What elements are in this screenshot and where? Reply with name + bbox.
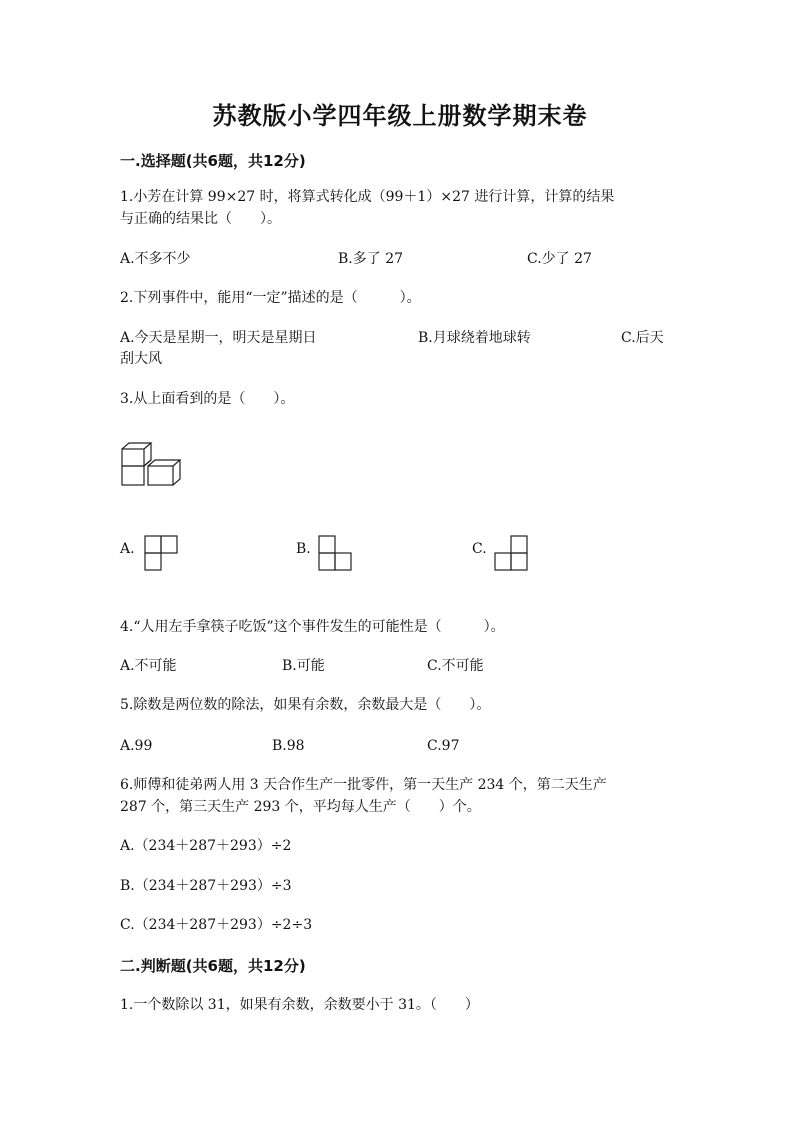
question-6-option-c: C.（234＋287＋293）÷2÷3 — [120, 917, 313, 933]
question-1-option-c: C.少了 27 — [527, 251, 592, 267]
judgement-question-1: 1.一个数除以 31，如果有余数，余数要小于 31。（ ） — [120, 997, 479, 1013]
stacked-cubes-figure — [118, 440, 182, 490]
question-6-line-1: 6.师傅和徒弟两人用 3 天合作生产一批零件，第一天生产 234 个，第二天生产 — [120, 777, 607, 793]
question-4-option-a: A.不可能 — [120, 658, 177, 674]
question-6-line-2: 287 个，第三天生产 293 个，平均每人生产（ ）个。 — [120, 799, 481, 815]
question-5-option-b: B.98 — [272, 738, 305, 754]
option-a-top-view-figure — [144, 535, 178, 571]
question-3-option-c: C. — [472, 541, 487, 557]
question-1-line-1: 1.小芳在计算 99×27 时，将算式转化成（99＋1）×27 进行计算，计算的结果 — [120, 189, 615, 205]
question-2-line-1: 2.下列事件中，能用“一定”描述的是（ ）。 — [120, 290, 421, 306]
question-3-line-1: 3.从上面看到的是（ ）。 — [120, 391, 295, 407]
question-4-option-c: C.不可能 — [427, 658, 484, 674]
question-5-line-1: 5.除数是两位数的除法，如果有余数，余数最大是（ ）。 — [120, 697, 491, 713]
section-heading-choice: 一.选择题(共6题，共12分) — [120, 152, 306, 170]
question-6-option-a: A.（234＋287＋293）÷2 — [120, 838, 292, 854]
question-2-option-a: A.今天是星期一，明天是星期日 — [120, 330, 317, 346]
question-1-option-b: B.多了 27 — [338, 251, 404, 267]
question-2-option-c-continued: 刮大风 — [120, 351, 162, 367]
option-b-top-view-figure — [318, 535, 352, 571]
question-4-line-1: 4.“人用左手拿筷子吃饭”这个事件发生的可能性是（ ）。 — [120, 619, 505, 635]
question-1-line-2: 与正确的结果比（ ）。 — [120, 211, 281, 227]
question-5-option-c: C.97 — [427, 738, 460, 754]
question-6-option-b: B.（234＋287＋293）÷3 — [120, 878, 292, 894]
section-heading-judgement: 二.判断题(共6题，共12分) — [120, 957, 306, 975]
question-1-option-a: A.不多不少 — [120, 251, 191, 267]
question-2-option-b: B.月球绕着地球转 — [418, 330, 531, 346]
question-4-option-b: B.可能 — [282, 658, 325, 674]
page-title: 苏教版小学四年级上册数学期末卷 — [212, 102, 588, 130]
question-3-option-b: B. — [296, 541, 311, 557]
question-5-option-a: A.99 — [120, 738, 153, 754]
question-3-option-a: A. — [120, 541, 135, 557]
option-c-top-view-figure — [494, 535, 528, 571]
question-2-option-c: C.后天 — [621, 330, 664, 346]
